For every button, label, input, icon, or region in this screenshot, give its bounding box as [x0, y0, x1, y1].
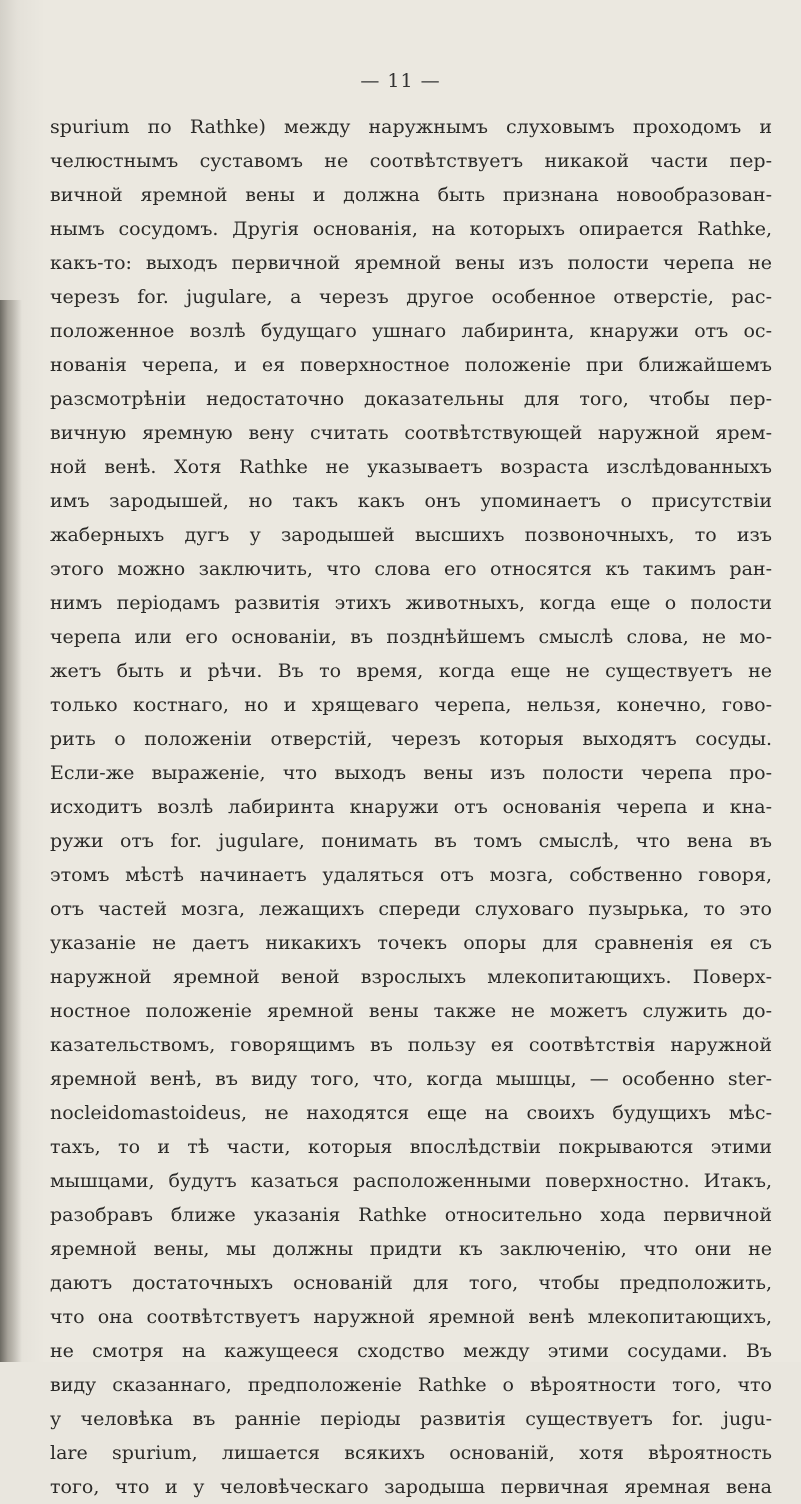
- text-line: виду сказаннаго, предположеніе Rathke о вѣроятности того, что: [50, 1374, 772, 1396]
- text-line: казательствомъ, говорящимъ въ пользу ея соотвѣтствія наружной: [50, 1034, 772, 1056]
- text-line: челюстнымъ суставомъ не соотвѣтствуетъ никакой части пер-: [50, 150, 772, 172]
- page-number: — 11 —: [360, 70, 441, 92]
- text-line: ностное положеніе яремной вены также не можетъ служить до-: [50, 1000, 772, 1022]
- text-line: нимъ періодамъ развитія этихъ животныхъ, когда еще о полости: [50, 592, 772, 614]
- text-line: того, что и у человѣческаго зародыша первичная яремная вена: [50, 1476, 772, 1498]
- text-line: у человѣка въ ранніе періоды развитія существуетъ for. jugu-: [50, 1408, 772, 1430]
- text-line: рить о положеніи отверстій, черезъ которыя выходятъ сосуды.: [50, 728, 772, 750]
- text-line: lare spurium, лишается всякихъ основаній, хотя вѣроятность: [50, 1442, 772, 1464]
- text-line: указаніе не даетъ никакихъ точекъ опоры для сравненія ея съ: [50, 932, 772, 954]
- text-line: Если-же выраженіе, что выходъ вены изъ полости черепа про-: [50, 762, 772, 784]
- text-line: ной венѣ. Хотя Rathke не указываетъ возраста изслѣдованныхъ: [50, 456, 772, 478]
- text-line: какъ-то: выходъ первичной яремной вены изъ полости черепа не: [50, 252, 772, 274]
- text-line: nocleidomastoideus, не находятся еще на своихъ будущихъ мѣс-: [50, 1102, 772, 1124]
- text-line: только костнаго, но и хрящеваго черепа, нельзя, конечно, гово-: [50, 694, 772, 716]
- text-line: что она соотвѣтствуетъ наружной яремной венѣ млекопитающихъ,: [50, 1306, 772, 1328]
- text-line: наружной яремной веной взрослыхъ млекопитающихъ. Поверх-: [50, 966, 772, 988]
- text-line: имъ зародышей, но такъ какъ онъ упоминаетъ о присутствіи: [50, 490, 772, 512]
- text-line: не смотря на кажущееся сходство между этими сосудами. Въ: [50, 1340, 772, 1362]
- body-text: [50, 110, 772, 1504]
- text-line: вичной яремной вены и должна быть признана новообразован-: [50, 184, 772, 206]
- text-line: вичную яремную вену считать соотвѣтствующей наружной ярем-: [50, 422, 772, 444]
- text-line: яремной вены, мы должны придти къ заключенію, что они не: [50, 1238, 772, 1260]
- binding-shadow: [0, 300, 22, 1362]
- text-line: черезъ for. jugulare, а черезъ другое особенное отверстіе, рас-: [50, 286, 772, 308]
- text-line: тахъ, то и тѣ части, которыя впослѣдствіи покрываются этими: [50, 1136, 772, 1158]
- text-line: разобравъ ближе указанія Rathke относительно хода первичной: [50, 1204, 772, 1226]
- text-line: черепа или его основаніи, въ позднѣйшемъ смыслѣ слова, не мо-: [50, 626, 772, 648]
- text-line: даютъ достаточныхъ основаній для того, чтобы предположить,: [50, 1272, 772, 1294]
- text-line: жаберныхъ дугъ у зародышей высшихъ позвоночныхъ, то изъ: [50, 524, 772, 546]
- text-line: нымъ сосудомъ. Другія основанія, на которыхъ опирается Rathke,: [50, 218, 772, 240]
- text-line: яремной венѣ, въ виду того, что, когда мышцы, — особенно ster-: [50, 1068, 772, 1090]
- text-line: положенное возлѣ будущаго ушнаго лабиринта, кнаружи отъ ос-: [50, 320, 772, 342]
- text-line: разсмотрѣніи недостаточно доказательны для того, чтобы пер-: [50, 388, 772, 410]
- text-line: spurium по Rathke) между наружнымъ слуховымъ проходомъ и: [50, 116, 772, 138]
- text-line: исходитъ возлѣ лабиринта кнаружи отъ основанія черепа и кна-: [50, 796, 772, 818]
- text-line: мышцами, будутъ казаться расположенными поверхностно. Итакъ,: [50, 1170, 772, 1192]
- text-line: жетъ быть и рѣчи. Въ то время, когда еще не существуетъ не: [50, 660, 772, 682]
- text-line: ружи отъ for. jugulare, понимать въ томъ смыслѣ, что вена въ: [50, 830, 772, 852]
- text-line: этомъ мѣстѣ начинаетъ удаляться отъ мозга, собственно говоря,: [50, 864, 772, 886]
- text-line: этого можно заключить, что слова его относятся къ такимъ ран-: [50, 558, 772, 580]
- text-line: отъ частей мозга, лежащихъ спереди слуховаго пузырька, то это: [50, 898, 772, 920]
- text-line: нованія черепа, и ея поверхностное положеніе при ближайшемъ: [50, 354, 772, 376]
